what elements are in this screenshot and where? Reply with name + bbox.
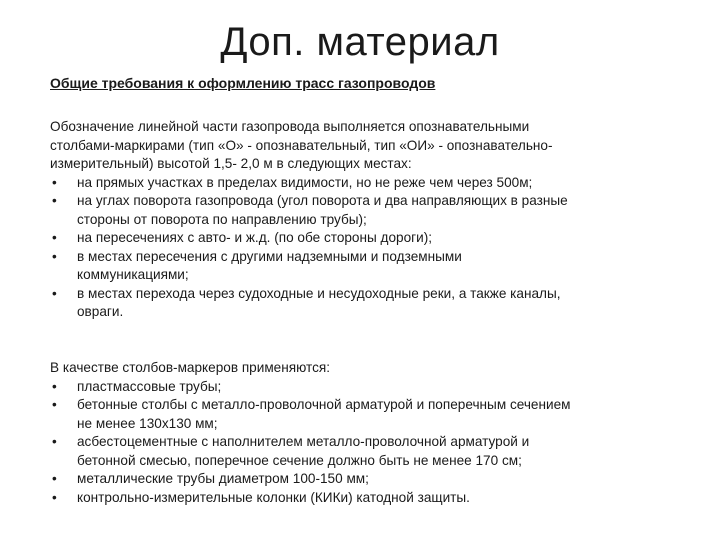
list-item	[50, 433, 690, 470]
intro-line: Обозначение линейной части газопровода выполняется опознавательными	[50, 119, 530, 134]
list-item	[50, 470, 690, 489]
list-item-text: пластмассовые трубы;	[77, 378, 222, 394]
list-item-text: металлические трубы диаметром 100-150 мм;	[77, 471, 369, 486]
list-item	[50, 378, 690, 397]
list-item-text: на прямых участках в пределах видимости, но не реже чем через 500м;	[77, 174, 533, 190]
section-subtitle: Общие требования к оформлению трасс газопроводов	[50, 75, 436, 91]
bullet-icon: •	[52, 174, 57, 190]
placement-list	[50, 174, 690, 322]
section-marker-types	[50, 359, 690, 507]
list-item-text: в местах пересечения с другими надземными и подземными	[77, 248, 462, 264]
section-markers-placement	[50, 118, 690, 322]
page-title: Доп. материал	[220, 20, 500, 64]
marker-types-list	[50, 378, 690, 508]
list-item	[50, 396, 690, 433]
bullet-icon: •	[52, 248, 57, 264]
list-item	[50, 229, 690, 248]
list-item-text: асбестоцементные с наполнителем металло-проволочной арматурой и	[77, 434, 530, 449]
list-item-text: на пересечениях с авто- и ж.д. (по обе стороны дороги);	[77, 230, 433, 245]
list-item-text: овраги.	[77, 304, 124, 319]
list-item	[50, 174, 690, 193]
bullet-icon: •	[52, 378, 57, 394]
bullet-icon: •	[52, 434, 57, 449]
bullet-icon: •	[52, 489, 57, 505]
list-item-text: бетонной смесью, поперечное сечение должно быть не менее 170 см;	[77, 452, 522, 468]
bullet-icon: •	[52, 397, 57, 412]
intro-paragraph	[50, 118, 690, 174]
list-item-text: бетонные столбы с металло-проволочной арматурой и поперечным сечением	[77, 397, 571, 412]
intro-line: измерительный) высотой 1,5- 2,0 м в следующих местах:	[50, 156, 412, 171]
list-item-text: коммуникациями;	[77, 267, 189, 282]
list-item-text: в местах перехода через судоходные и несудоходные реки, а также каналы,	[77, 285, 561, 301]
list-item	[50, 489, 690, 508]
bullet-icon: •	[52, 230, 57, 245]
intro-paragraph	[50, 359, 690, 378]
list-item-text: контрольно-измерительные колонки (КИКи) катодной защиты.	[77, 489, 470, 505]
intro-line: столбами-маркирами (тип «О» - опознавательный, тип «ОИ» - опознавательно-	[50, 137, 553, 153]
list-item	[50, 248, 690, 285]
bullet-icon: •	[52, 193, 57, 208]
list-item-text: не менее 130х130 мм;	[77, 415, 218, 431]
list-item-text: стороны от поворота по направлению трубы);	[77, 211, 367, 227]
intro-line: В качестве столбов-маркеров применяются:	[50, 360, 331, 375]
list-item	[50, 192, 690, 229]
bullet-icon: •	[52, 471, 57, 486]
list-item-text: на углах поворота газопровода (угол поворота и два направляющих в разные	[77, 193, 568, 208]
list-item	[50, 285, 690, 322]
bullet-icon: •	[52, 285, 57, 301]
